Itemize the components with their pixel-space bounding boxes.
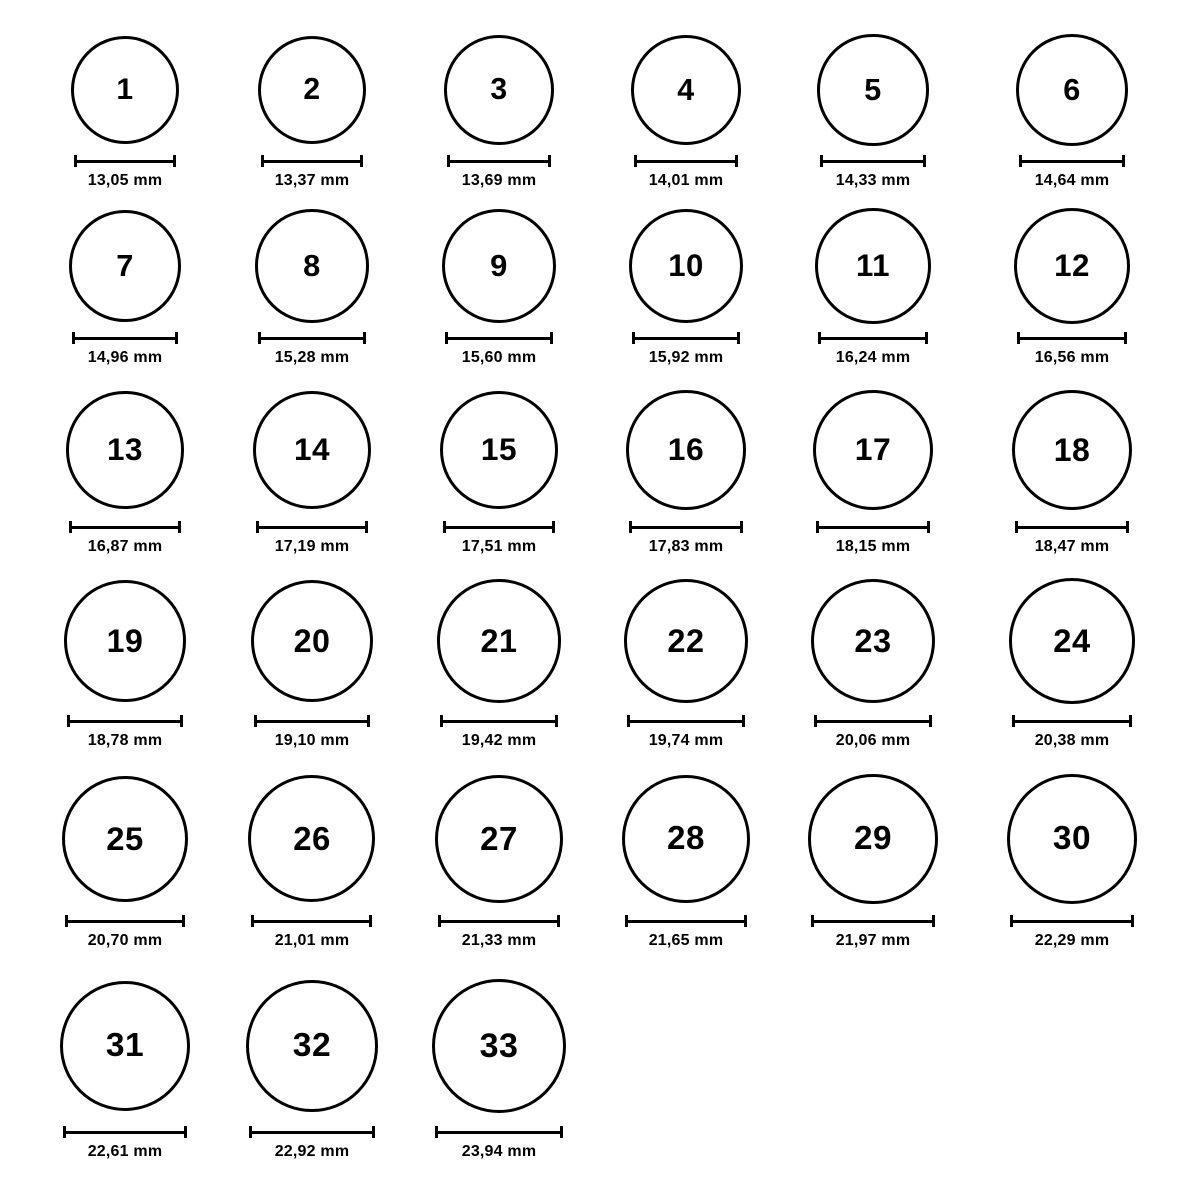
ring-circle <box>1016 34 1128 146</box>
ring-measure-block <box>634 155 738 190</box>
ring-circle <box>624 579 748 703</box>
ring-circle <box>1007 774 1137 904</box>
measure-tick-right-icon <box>548 155 551 167</box>
measure-tick-left-icon <box>65 915 68 927</box>
diameter-label: 13,37 mm <box>274 172 350 189</box>
measure-tick-right-icon <box>360 155 363 167</box>
ring-size-number: 30 <box>1052 820 1092 858</box>
diameter-label: 22,61 mm <box>87 1143 163 1160</box>
diameter-label: 17,83 mm <box>648 538 724 555</box>
ring-size-number: 32 <box>292 1027 332 1065</box>
ring-size-number: 11 <box>856 248 890 284</box>
measure-tick-left-icon <box>634 155 637 167</box>
ring-circle <box>435 775 563 903</box>
ring-measure-block <box>69 521 180 556</box>
diameter-label: 14,96 mm <box>87 349 163 366</box>
measure-tick-left-icon <box>445 332 448 344</box>
diameter-label: 21,33 mm <box>461 932 537 949</box>
ring-size-cell <box>432 979 566 1113</box>
ring-circle <box>69 210 182 323</box>
ring-circle <box>442 209 556 323</box>
measure-tick-right-icon <box>742 715 745 727</box>
ring-measure-block <box>632 332 741 367</box>
measure-tick-right-icon <box>1131 915 1134 927</box>
measure-tick-right-icon <box>744 915 747 927</box>
measure-tick-left-icon <box>67 715 70 727</box>
measure-tick-right-icon <box>175 332 178 344</box>
diameter-label: 15,60 mm <box>461 349 537 366</box>
measure-tick-right-icon <box>932 915 935 927</box>
diameter-label: 16,56 mm <box>1034 349 1110 366</box>
diameter-label: 15,92 mm <box>648 349 724 366</box>
diameter-measure-bar <box>67 715 183 727</box>
diameter-label: 20,70 mm <box>87 932 163 949</box>
ring-size-cell <box>69 210 182 323</box>
ring-measure-block <box>63 1126 188 1161</box>
diameter-measure-bar <box>447 155 551 167</box>
measure-tick-right-icon <box>363 332 366 344</box>
ring-size-number: 4 <box>677 72 695 107</box>
measure-tick-right-icon <box>1126 521 1129 533</box>
diameter-label: 22,92 mm <box>274 1143 350 1160</box>
diameter-label: 16,24 mm <box>835 349 911 366</box>
ring-measure-block <box>67 715 183 750</box>
ring-size-cell <box>251 580 373 702</box>
ring-circle <box>622 775 751 904</box>
diameter-label: 15,28 mm <box>274 349 350 366</box>
ring-measure-block <box>251 915 372 950</box>
diameter-measure-bar <box>625 915 748 927</box>
diameter-label: 22,29 mm <box>1034 932 1110 949</box>
measure-tick-right-icon <box>557 915 560 927</box>
ring-size-cell <box>253 391 371 509</box>
ring-size-cell <box>1014 208 1130 324</box>
ring-size-number: 22 <box>667 622 705 659</box>
measure-tick-left-icon <box>1010 915 1013 927</box>
ring-measure-block <box>814 715 933 750</box>
diameter-label: 21,65 mm <box>648 932 724 949</box>
diameter-label: 14,01 mm <box>648 172 724 189</box>
ring-size-number: 26 <box>293 819 331 857</box>
measure-tick-right-icon <box>182 915 185 927</box>
ring-size-number: 14 <box>293 431 330 468</box>
measure-tick-left-icon <box>814 715 817 727</box>
measure-tick-left-icon <box>256 521 259 533</box>
measure-tick-left-icon <box>63 1126 66 1138</box>
measure-tick-right-icon <box>1122 155 1125 167</box>
measure-tick-left-icon <box>261 155 264 167</box>
ring-measure-block <box>254 715 370 750</box>
ring-circle <box>1009 578 1135 704</box>
ring-measure-block <box>629 521 742 556</box>
ring-measure-block <box>65 915 185 950</box>
ring-size-cell <box>60 981 191 1112</box>
diameter-measure-bar <box>1015 521 1130 533</box>
measure-tick-left-icon <box>1015 521 1018 533</box>
ring-size-number: 23 <box>854 621 892 659</box>
ring-size-cell <box>1007 774 1137 904</box>
ring-size-cell <box>1009 578 1135 704</box>
ring-measure-block <box>1019 155 1125 190</box>
diameter-label: 18,78 mm <box>87 732 163 749</box>
ring-size-number: 28 <box>667 820 705 858</box>
diameter-measure-bar <box>445 332 553 344</box>
diameter-label: 18,47 mm <box>1034 538 1110 555</box>
ring-circle <box>66 391 183 508</box>
ring-size-number: 12 <box>1054 248 1090 284</box>
ring-measure-block <box>249 1126 375 1161</box>
ring-circle <box>253 391 371 509</box>
diameter-label: 23,94 mm <box>461 1143 537 1160</box>
ring-size-number: 9 <box>490 247 508 283</box>
ring-circle <box>248 775 375 902</box>
ring-size-cell <box>808 774 937 903</box>
measure-tick-right-icon <box>178 521 181 533</box>
ring-measure-block <box>818 332 928 367</box>
measure-tick-right-icon <box>367 715 370 727</box>
ring-size-number: 17 <box>854 431 892 468</box>
ring-size-number: 33 <box>479 1027 519 1065</box>
diameter-measure-bar <box>632 332 741 344</box>
measure-tick-left-icon <box>627 715 630 727</box>
ring-size-number: 18 <box>1053 431 1091 468</box>
diameter-measure-bar <box>629 521 742 533</box>
ring-size-number: 21 <box>480 622 518 659</box>
ring-size-cell <box>1012 390 1133 511</box>
ring-circle <box>813 390 933 510</box>
diameter-measure-bar <box>251 915 372 927</box>
ring-size-number: 1 <box>116 73 134 106</box>
diameter-measure-bar <box>440 715 557 727</box>
measure-tick-right-icon <box>184 1126 187 1138</box>
diameter-label: 19,74 mm <box>648 732 724 749</box>
ring-measure-block <box>447 155 551 190</box>
diameter-label: 18,15 mm <box>835 538 911 555</box>
diameter-measure-bar <box>69 521 180 533</box>
ring-size-cell <box>437 579 560 702</box>
ring-measure-block <box>438 915 560 950</box>
ring-size-cell <box>1016 34 1128 146</box>
ring-circle <box>71 36 179 144</box>
ring-size-cell <box>435 775 563 903</box>
ring-measure-block <box>74 155 176 190</box>
ring-measure-block <box>1017 332 1127 367</box>
ring-measure-block <box>625 915 748 950</box>
ring-measure-block <box>72 332 179 367</box>
measure-tick-left-icon <box>251 915 254 927</box>
measure-tick-left-icon <box>258 332 261 344</box>
ring-size-cell <box>440 391 559 510</box>
measure-tick-right-icon <box>550 332 553 344</box>
diameter-measure-bar <box>1019 155 1125 167</box>
ring-size-cell <box>71 36 179 144</box>
measure-tick-right-icon <box>923 155 926 167</box>
diameter-label: 19,10 mm <box>274 732 350 749</box>
measure-tick-left-icon <box>249 1126 252 1138</box>
ring-circle <box>811 579 936 704</box>
measure-tick-left-icon <box>625 915 628 927</box>
ring-circle <box>1012 390 1133 511</box>
ring-size-cell <box>246 980 378 1112</box>
ring-size-number: 6 <box>1063 72 1081 107</box>
measure-tick-right-icon <box>737 332 740 344</box>
diameter-measure-bar <box>627 715 745 727</box>
ring-size-number: 31 <box>105 1027 145 1065</box>
ring-circle <box>62 776 188 902</box>
ring-size-cell <box>817 34 928 145</box>
diameter-measure-bar <box>443 521 556 533</box>
ring-size-cell <box>64 580 186 702</box>
ring-size-cell <box>626 390 745 509</box>
diameter-measure-bar <box>258 332 365 344</box>
ring-circle <box>258 36 367 145</box>
measure-tick-left-icon <box>69 521 72 533</box>
measure-tick-left-icon <box>435 1126 438 1138</box>
diameter-measure-bar <box>256 521 368 533</box>
ring-size-cell <box>631 35 741 145</box>
ring-measure-block <box>445 332 553 367</box>
ring-size-number: 15 <box>480 431 518 468</box>
measure-tick-left-icon <box>818 332 821 344</box>
diameter-label: 21,97 mm <box>835 932 911 949</box>
measure-tick-right-icon <box>560 1126 563 1138</box>
ring-size-number: 13 <box>107 432 143 468</box>
diameter-measure-bar <box>435 1126 563 1138</box>
diameter-label: 21,01 mm <box>274 932 350 949</box>
measure-tick-left-icon <box>440 715 443 727</box>
diameter-label: 20,38 mm <box>1034 732 1110 749</box>
ring-size-number: 19 <box>106 622 144 659</box>
diameter-measure-bar <box>261 155 364 167</box>
ring-size-cell <box>813 390 933 510</box>
measure-tick-left-icon <box>447 155 450 167</box>
measure-tick-left-icon <box>74 155 77 167</box>
ring-measure-block <box>440 715 557 750</box>
ring-circle <box>444 35 554 145</box>
ring-size-cell <box>258 36 367 145</box>
diameter-measure-bar <box>1017 332 1127 344</box>
diameter-measure-bar <box>72 332 179 344</box>
diameter-label: 17,51 mm <box>461 538 537 555</box>
ring-circle <box>629 209 744 324</box>
ring-size-number: 29 <box>853 820 892 858</box>
ring-size-number: 10 <box>668 248 704 284</box>
measure-tick-right-icon <box>1124 332 1127 344</box>
ring-circle <box>60 981 191 1112</box>
diameter-measure-bar <box>816 521 930 533</box>
diameter-measure-bar <box>811 915 934 927</box>
diameter-measure-bar <box>634 155 738 167</box>
measure-tick-right-icon <box>555 715 558 727</box>
ring-size-cell <box>66 391 183 508</box>
ring-circle <box>808 774 937 903</box>
ring-size-cell <box>442 209 556 323</box>
ring-size-cell <box>255 209 368 322</box>
measure-tick-left-icon <box>629 521 632 533</box>
diameter-label: 14,64 mm <box>1034 172 1110 189</box>
ring-size-number: 8 <box>303 247 321 283</box>
ring-circle <box>64 580 186 702</box>
ring-measure-block <box>820 155 925 190</box>
ring-circle <box>437 579 560 702</box>
diameter-label: 13,05 mm <box>87 172 163 189</box>
ring-circle <box>815 208 931 324</box>
ring-size-cell <box>815 208 931 324</box>
diameter-measure-bar <box>249 1126 375 1138</box>
diameter-measure-bar <box>65 915 185 927</box>
measure-tick-left-icon <box>816 521 819 533</box>
measure-tick-left-icon <box>443 521 446 533</box>
ring-circle <box>626 390 745 509</box>
diameter-measure-bar <box>63 1126 188 1138</box>
ring-measure-block <box>261 155 364 190</box>
ring-size-number: 24 <box>1053 621 1091 659</box>
ring-size-number: 2 <box>303 72 321 106</box>
ring-circle <box>255 209 368 322</box>
ring-circle <box>631 35 741 145</box>
ring-size-number: 5 <box>864 72 882 107</box>
diameter-measure-bar <box>814 715 933 727</box>
ring-size-cell <box>811 579 936 704</box>
ring-measure-block <box>258 332 365 367</box>
measure-tick-left-icon <box>632 332 635 344</box>
measure-tick-right-icon <box>180 715 183 727</box>
ring-size-cell <box>248 775 375 902</box>
diameter-measure-bar <box>818 332 928 344</box>
measure-tick-right-icon <box>365 521 368 533</box>
measure-tick-right-icon <box>929 715 932 727</box>
ring-measure-block <box>816 521 930 556</box>
ring-circle <box>251 580 373 702</box>
diameter-measure-bar <box>1010 915 1134 927</box>
diameter-label: 19,42 mm <box>461 732 537 749</box>
measure-tick-left-icon <box>1019 155 1022 167</box>
ring-circle <box>440 391 559 510</box>
diameter-measure-bar <box>74 155 176 167</box>
ring-circle <box>817 34 928 145</box>
ring-size-number: 20 <box>293 622 331 659</box>
ring-circle <box>246 980 378 1112</box>
diameter-label: 13,69 mm <box>461 172 537 189</box>
measure-tick-right-icon <box>173 155 176 167</box>
measure-tick-right-icon <box>369 915 372 927</box>
ring-size-number: 27 <box>480 820 518 858</box>
ring-measure-block <box>1012 715 1132 750</box>
ring-size-cell <box>444 35 554 145</box>
diameter-measure-bar <box>820 155 925 167</box>
measure-tick-left-icon <box>438 915 441 927</box>
ring-size-number: 7 <box>116 247 134 283</box>
measure-tick-left-icon <box>811 915 814 927</box>
diameter-measure-bar <box>254 715 370 727</box>
diameter-label: 17,19 mm <box>274 538 350 555</box>
ring-measure-block <box>1010 915 1134 950</box>
diameter-measure-bar <box>438 915 560 927</box>
measure-tick-left-icon <box>1017 332 1020 344</box>
measure-tick-right-icon <box>735 155 738 167</box>
ring-measure-block <box>627 715 745 750</box>
measure-tick-right-icon <box>927 521 930 533</box>
ring-circle <box>1014 208 1130 324</box>
diameter-label: 14,33 mm <box>835 172 911 189</box>
ring-size-number: 3 <box>490 72 508 106</box>
ring-size-cell <box>624 579 748 703</box>
ring-size-cell <box>622 775 751 904</box>
measure-tick-left-icon <box>254 715 257 727</box>
measure-tick-right-icon <box>372 1126 375 1138</box>
diameter-label: 20,06 mm <box>835 732 911 749</box>
ring-measure-block <box>443 521 556 556</box>
ring-measure-block <box>811 915 934 950</box>
ring-size-cell <box>629 209 744 324</box>
measure-tick-right-icon <box>925 332 928 344</box>
ring-circle <box>432 979 566 1113</box>
measure-tick-left-icon <box>72 332 75 344</box>
measure-tick-right-icon <box>552 521 555 533</box>
ring-size-cell <box>62 776 188 902</box>
measure-tick-left-icon <box>820 155 823 167</box>
ring-measure-block <box>1015 521 1130 556</box>
ring-measure-block <box>256 521 368 556</box>
diameter-measure-bar <box>1012 715 1132 727</box>
ring-size-number: 25 <box>106 819 144 857</box>
ring-measure-block <box>435 1126 563 1161</box>
diameter-label: 16,87 mm <box>87 538 163 555</box>
measure-tick-right-icon <box>1129 715 1132 727</box>
measure-tick-left-icon <box>1012 715 1015 727</box>
ring-size-number: 16 <box>667 431 705 468</box>
measure-tick-right-icon <box>740 521 743 533</box>
